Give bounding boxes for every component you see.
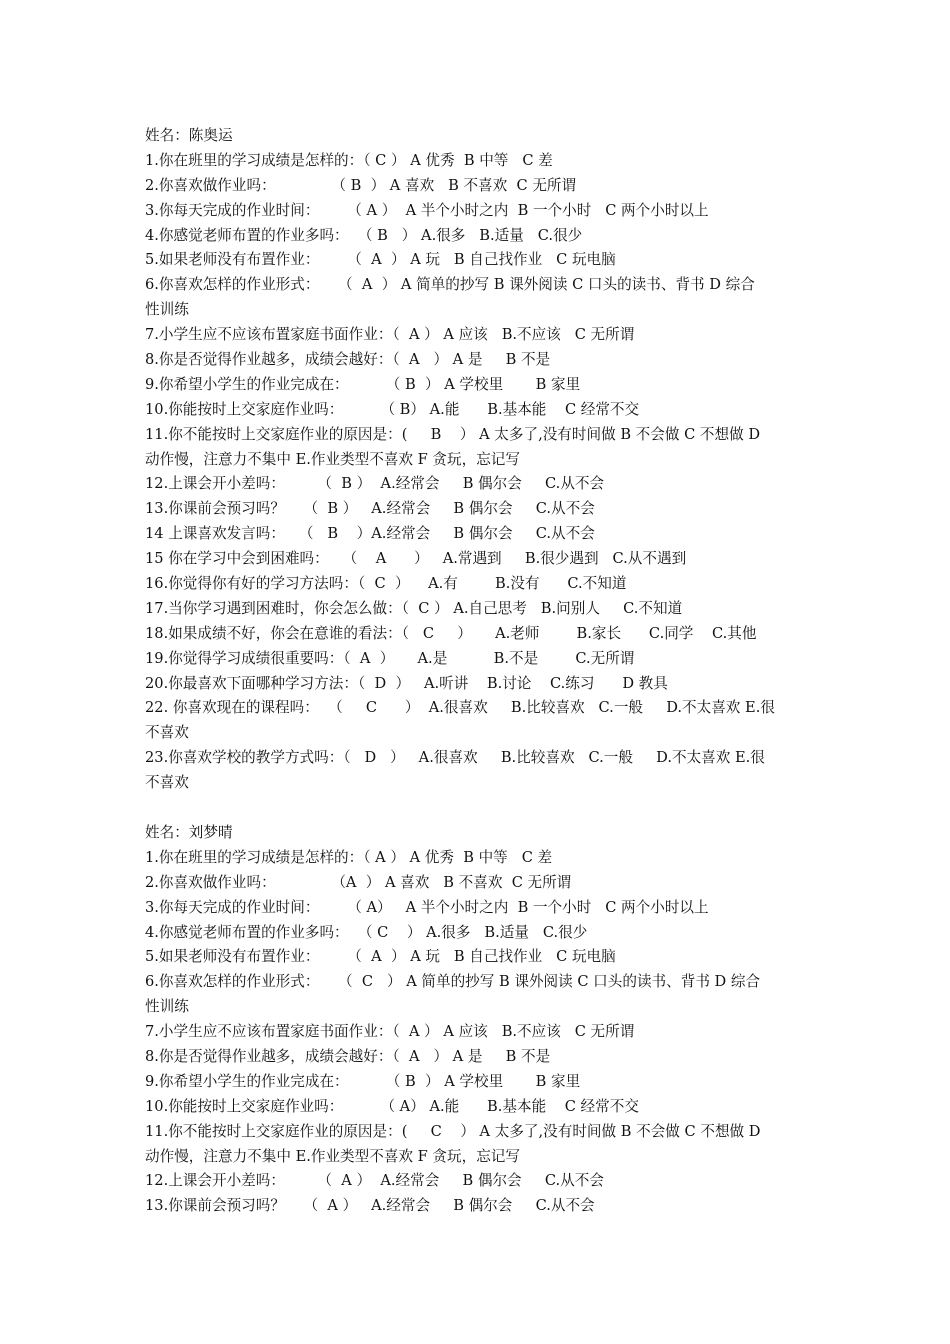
- question-line: 动作慢，注意力不集中 E.作业类型不喜欢 F 贪玩，忘记写: [145, 450, 520, 468]
- question-line: 12.上课会开小差吗： （ A ） A.经常会 B 偶尔会 C.从不会: [145, 1172, 604, 1190]
- question-line: 9.你希望小学生的作业完成在： （ B ） A 学校里 B 家里: [145, 375, 581, 393]
- question-line: 动作慢，注意力不集中 E.作业类型不喜欢 F 贪玩，忘记写: [145, 1147, 520, 1165]
- section-gap: [145, 796, 815, 821]
- question-line: 8.你是否觉得作业越多，成绩会越好：（ A ） A 是 B 不是: [145, 1047, 551, 1065]
- question-line: 2.你喜欢做作业吗： （A ） A 喜欢 B 不喜欢 C 无所谓: [145, 873, 572, 891]
- question-line: 5.如果老师没有布置作业： （ A ） A 玩 B 自己找作业 C 玩电脑: [145, 251, 616, 269]
- question-line: 1.你在班里的学习成绩是怎样的：（ C ） A 优秀 B 中等 C 差: [145, 151, 553, 169]
- survey-section-1: [145, 124, 815, 796]
- question-line: 7.小学生应不应该布置家庭书面作业：（ A ） A 应该 B.不应该 C 无所谓: [145, 326, 635, 344]
- question-line: 14 上课喜欢发言吗： （ B ）A.经常会 B 偶尔会 C.从不会: [145, 525, 595, 543]
- question-line: 23.你喜欢学校的教学方式吗：（ D ） A.很喜欢 B.比较喜欢 C.一般 D.不太喜欢 E.很: [145, 749, 765, 767]
- question-line: 11.你不能按时上交家庭作业的原因是：( C ） A 太多了,没有时间做 B 不会做 C 不想做 D: [145, 1122, 761, 1140]
- question-line: 10.你能按时上交家庭作业吗： （ A） A.能 B.基本能 C 经常不交: [145, 1097, 639, 1115]
- question-line: 13.你课前会预习吗？ （ A ） A.经常会 B 偶尔会 C.从不会: [145, 1197, 595, 1215]
- question-line: 3.你每天完成的作业时间： （ A） A 半个小时之内 B 一个小时 C 两个小时以上: [145, 898, 709, 916]
- question-line: 5.如果老师没有布置作业： （ A ） A 玩 B 自己找作业 C 玩电脑: [145, 948, 616, 966]
- question-line: 6.你喜欢怎样的作业形式： （ A ） A 简单的抄写 B 课外阅读 C 口头的读书、背书 D 综合: [145, 276, 755, 294]
- question-line: 7.小学生应不应该布置家庭书面作业：（ A ） A 应该 B.不应该 C 无所谓: [145, 1023, 635, 1041]
- survey-section-2: [145, 821, 815, 1219]
- question-line: 11.你不能按时上交家庭作业的原因是：( B ） A 太多了,没有时间做 B 不会做 C 不想做 D: [145, 425, 761, 443]
- question-line: 3.你每天完成的作业时间： （ A ） A 半个小时之内 B 一个小时 C 两个小时以上: [145, 201, 709, 219]
- question-line: 20.你最喜欢下面哪种学习方法：（ D ） A.听讲 B.讨论 C.练习 D 教具: [145, 674, 668, 692]
- question-line: 1.你在班里的学习成绩是怎样的：（ A ） A 优秀 B 中等 C 差: [145, 848, 553, 866]
- question-line: 17.当你学习遇到困难时，你会怎么做：（ C ） A.自己思考 B.问别人 C.不知道: [145, 599, 683, 617]
- question-line: 12.上课会开小差吗： （ B ） A.经常会 B 偶尔会 C.从不会: [145, 475, 605, 493]
- question-line: 性训练: [145, 301, 189, 319]
- question-line: 2.你喜欢做作业吗： （ B ） A 喜欢 B 不喜欢 C 无所谓: [145, 176, 577, 194]
- question-line: 19.你觉得学习成绩很重要吗：（ A ） A.是 B.不是 C.无所谓: [145, 649, 635, 667]
- question-line: 18.如果成绩不好，你会在意谁的看法：（ C ） A.老师 B.家长 C.同学 C.其他: [145, 624, 757, 642]
- question-line: 4.你感觉老师布置的作业多吗： （ C ） A.很多 B.适量 C.很少: [145, 923, 588, 941]
- question-line: 16.你觉得你有好的学习方法吗：（ C ） A.有 B.没有 C.不知道: [145, 575, 627, 593]
- question-line: 不喜欢: [145, 774, 189, 792]
- question-line: 不喜欢: [145, 724, 189, 742]
- question-line: 6.你喜欢怎样的作业形式： （ C ） A 简单的抄写 B 课外阅读 C 口头的读书、背书 D 综合: [145, 973, 761, 991]
- question-line: 22. 你喜欢现在的课程吗： （ C ） A.很喜欢 B.比较喜欢 C.一般 D.不太喜欢 E.很: [145, 699, 775, 717]
- question-line: 8.你是否觉得作业越多，成绩会越好：（ A ） A 是 B 不是: [145, 351, 551, 369]
- question-line: 性训练: [145, 998, 189, 1016]
- question-line: 15 你在学习中会到困难吗： （ A ） A.常遇到 B.很少遇到 C.从不遇到: [145, 550, 687, 568]
- question-line: 13.你课前会预习吗？ （ B ） A.经常会 B 偶尔会 C.从不会: [145, 500, 595, 518]
- question-line: 10.你能按时上交家庭作业吗： （ B） A.能 B.基本能 C 经常不交: [145, 400, 640, 418]
- question-line: 4.你感觉老师布置的作业多吗： （ B ） A.很多 B.适量 C.很少: [145, 226, 583, 244]
- question-line: 9.你希望小学生的作业完成在： （ B ） A 学校里 B 家里: [145, 1072, 581, 1090]
- survey-content: [145, 124, 815, 1219]
- student-name: 姓名：陈奥运: [145, 127, 233, 144]
- student-name: 姓名：刘梦晴: [145, 823, 233, 841]
